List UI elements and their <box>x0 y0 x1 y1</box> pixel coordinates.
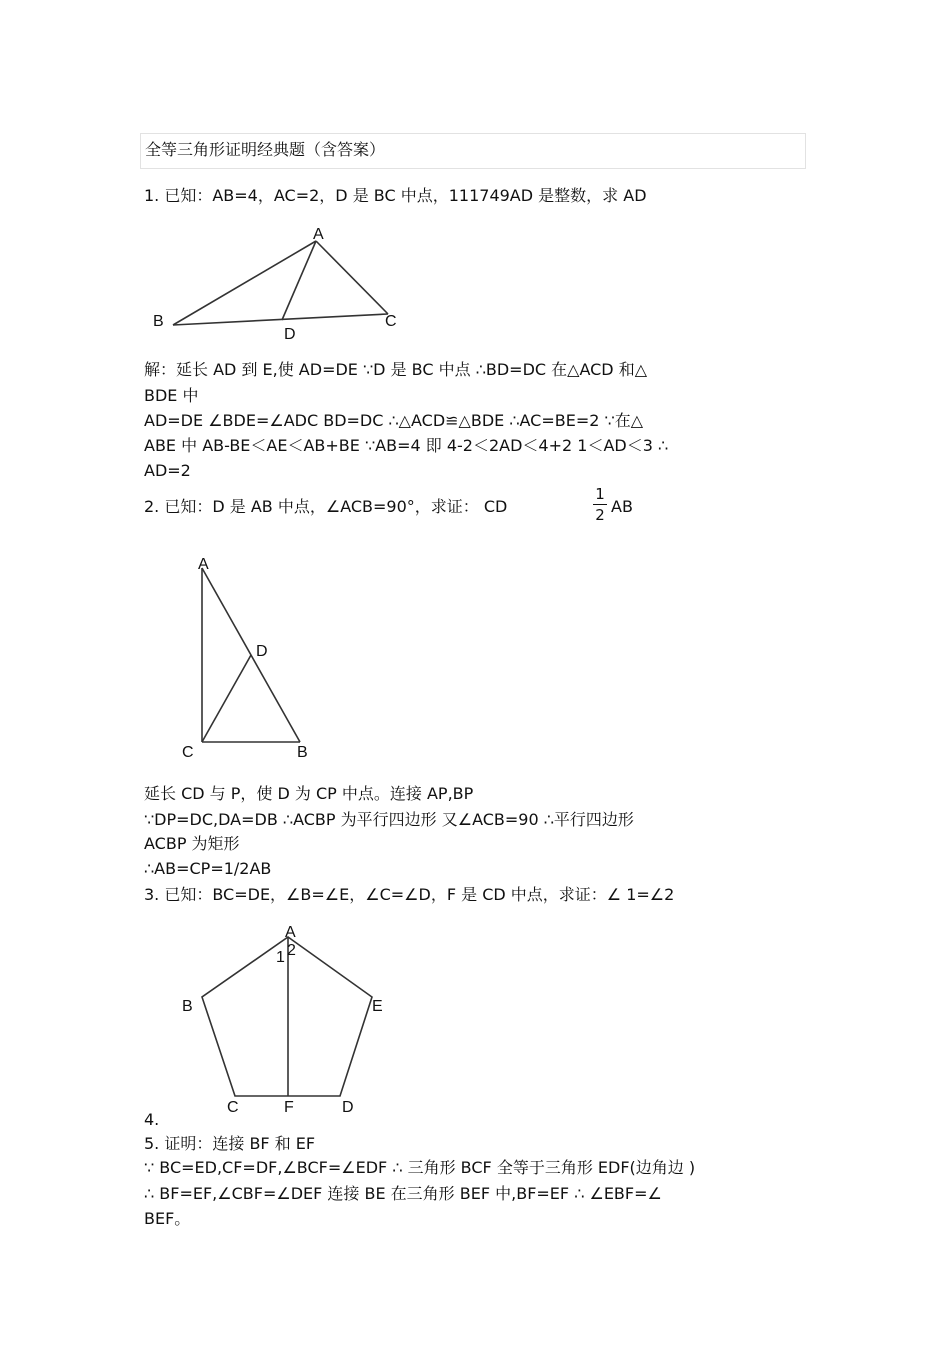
fig2-label-c: C <box>182 744 194 761</box>
solution-2-line: ∵DP=DC,DA=DB ∴ACBP 为平行四边形 又∠ACB=90 ∴平行四边形 <box>144 810 634 829</box>
solution-2-line: 延长 CD 与 P，使 D 为 CP 中点。连接 AP,BP <box>144 784 474 803</box>
segment-bc <box>173 314 388 325</box>
pentagon-abcde <box>202 937 372 1096</box>
problem-1-question: 1. 已知：AB=4，AC=2，D 是 BC 中点，111749AD 是整数，求 AD <box>144 186 647 205</box>
segment-cd <box>202 655 251 742</box>
segment-ad <box>282 241 316 320</box>
item-5-line: 5. 证明：连接 BF 和 EF <box>144 1134 316 1153</box>
solution-2-line: ACBP 为矩形 <box>144 834 240 853</box>
fraction-denominator: 2 <box>595 506 605 524</box>
fig3-label-2: 2 <box>287 942 296 959</box>
solution-1-line: BDE 中 <box>144 386 199 405</box>
fig2-label-d: D <box>256 643 268 660</box>
fig3-label-f: F <box>284 1099 294 1116</box>
segment-ac <box>316 241 388 314</box>
fig2-label-a: A <box>198 556 209 573</box>
item-5-line: ∴ BF=EF,∠CBF=∠DEF 连接 BE 在三角形 BEF 中,BF=EF ∴ ∠EBF=∠ <box>144 1184 662 1203</box>
solution-1-line: AD=2 <box>144 461 191 480</box>
fig3-label-e: E <box>372 998 383 1015</box>
fig3-label-1: 1 <box>276 949 285 966</box>
fig3-label-d: D <box>342 1099 354 1116</box>
fraction-bar <box>593 504 607 505</box>
problem-2-question-suffix: AB <box>611 497 633 516</box>
fig3-label-c: C <box>227 1099 239 1116</box>
document-title: 全等三角形证明经典题（含答案） <box>145 140 386 159</box>
fig1-label-d: D <box>284 326 296 343</box>
fig2-label-b: B <box>297 744 308 761</box>
solution-2-line: ∴AB=CP=1/2AB <box>144 859 272 878</box>
fraction-numerator: 1 <box>595 485 605 503</box>
figure-2-triangle <box>202 568 300 742</box>
item-5-line: ∵ BC=ED,CF=DF,∠BCF=∠EDF ∴ 三角形 BCF 全等于三角形 EDF(边角边 ) <box>144 1158 696 1177</box>
item-5-line: BEF。 <box>144 1209 191 1228</box>
solution-1-line: ABE 中 AB-BE＜AE＜AB+BE ∵AB=4 即 4-2＜2AD＜4+2 1＜AD＜3 ∴ <box>144 436 669 455</box>
fig1-label-a: A <box>313 226 324 243</box>
fraction-one-half <box>593 485 607 524</box>
figure-3-pentagon <box>202 937 372 1096</box>
item-4-number: 4. <box>144 1110 160 1129</box>
problem-2-question: 2. 已知：D 是 AB 中点，∠ACB=90°，求证： CD <box>144 497 508 516</box>
fig3-label-a: A <box>285 924 296 941</box>
fig1-label-b: B <box>153 313 164 330</box>
fig1-label-c: C <box>385 313 397 330</box>
figure-1-triangle <box>173 241 388 325</box>
solution-1-line: 解：延长 AD 到 E,使 AD=DE ∵D 是 BC 中点 ∴BD=DC 在△ACD 和△ <box>144 360 648 379</box>
problem-3-question: 3. 已知：BC=DE，∠B=∠E，∠C=∠D，F 是 CD 中点，求证：∠ 1=∠2 <box>144 885 675 904</box>
segment-ab <box>173 241 316 325</box>
fig3-label-b: B <box>182 998 193 1015</box>
solution-1-line: AD=DE ∠BDE=∠ADC BD=DC ∴△ACD≌△BDE ∴AC=BE=2 ∵在△ <box>144 411 644 430</box>
